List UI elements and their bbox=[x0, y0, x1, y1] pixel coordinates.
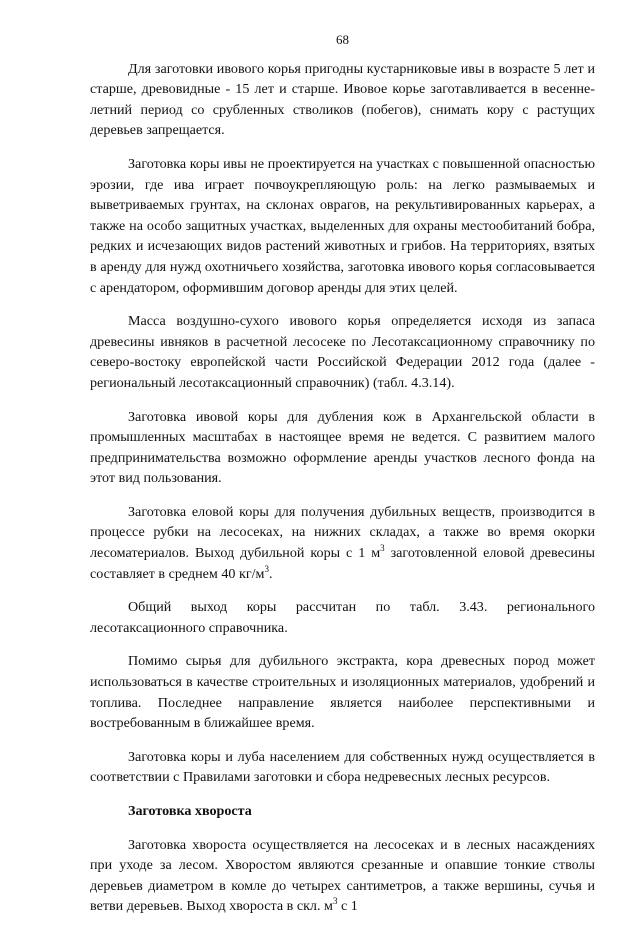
paragraph-willow-bark-restrictions: Заготовка коры ивы не проектируется на участках с повышенной опасностью эрозии, где ива играет почвоукрепляющую роль: на легко размываемых и выветриваемых грунтах, на склонах оврагов, на рекультивированных карьерах, а также на особо защитных участках, выделенных для охраны местообитаний бобра, редких и исчезающих видов растений животных и грибов. На территориях, взятых в аренду для нужд охотничьего хозяйства, заготовка ивового корья согласовывается с арендатором, оформившим договор аренды для этих целей. bbox=[90, 155, 595, 296]
paragraph-bark-harvest-rules: Заготовка коры и луба населением для собственных нужд осуществляется в соответствии с Правилами заготовки и сбора недревесных лесных ресурсов. bbox=[90, 748, 595, 786]
superscript-cubic-1: 3 bbox=[380, 543, 385, 554]
paragraph-willow-bark-age: Для заготовки ивового корья пригодны кустарниковые ивы в возрасте 5 лет и старше, древовидные - 15 лет и старше. Ивовое корье заготавливается в весенне-летний период со срубленных стволиков (побегов), снимать кору с растущих деревьев запрещается. bbox=[90, 60, 595, 139]
spruce-bark-text-3: . bbox=[268, 565, 273, 582]
paragraph-willow-bark-mass: Масса воздушно-сухого ивового корья определяется исходя из запаса древесины ивняков в расчетной лесосеке по Лесотаксационному справочнику по северо-востоку европейской части Российской Федерации 2012 года (далее - региональный лесотаксационный справочник) (табл. 4.3.14). bbox=[90, 313, 595, 391]
superscript-cubic-2: 3 bbox=[264, 563, 269, 574]
paragraph-bark-yield: Общий выход коры рассчитан по табл. 3.43. регионального лесотаксационного справочника. bbox=[90, 599, 595, 636]
paragraph-bark-uses: Помимо сырья для дубильного экстракта, кора древесных пород может использоваться в качестве строительных и изоляционных материалов, удобрений и топлива. Последнее направление является наиболее перспективными и востребованным в ближайшее время. bbox=[90, 653, 595, 732]
superscript-cubic-3: 3 bbox=[332, 896, 338, 907]
spruce-bark-text-2: заготовленной еловой древесины составляет в среднем 40 кг/м bbox=[90, 545, 595, 582]
brushwood-text-2: с 1 bbox=[337, 898, 358, 915]
page-number: 68 bbox=[336, 32, 349, 47]
brushwood-text-1: Заготовка хвороста осуществляется на лесосеках и в лесных насаждениях при уходе за лесом. Хворостом являются срезанные и опавшие тонкие стволы деревьев диаметром в комле до четырех сантиметров, а также вершины, сучья и ветви деревьев. Выход хвороста в скл. м bbox=[90, 836, 595, 915]
section-heading-brushwood: Заготовка хвороста bbox=[128, 803, 252, 819]
spruce-bark-text-1: Заготовка еловой коры для получения дубильных веществ, производится в процессе рубки на лесосеках, на нижних складах, а также во время окорки лесоматериалов. Выход дубильной коры с 1 м bbox=[90, 503, 595, 562]
document-page bbox=[90, 30, 595, 930]
paragraph-willow-bark-industry: Заготовка ивовой коры для дубления кож в Архангельской области в промышленных масштабах в настоящее время не ведется. С развитием малого предпринимательства возможно оформление аренды участков лесного фонда на этот вид пользования. bbox=[90, 408, 595, 487]
paragraph-spruce-bark bbox=[90, 502, 595, 584]
